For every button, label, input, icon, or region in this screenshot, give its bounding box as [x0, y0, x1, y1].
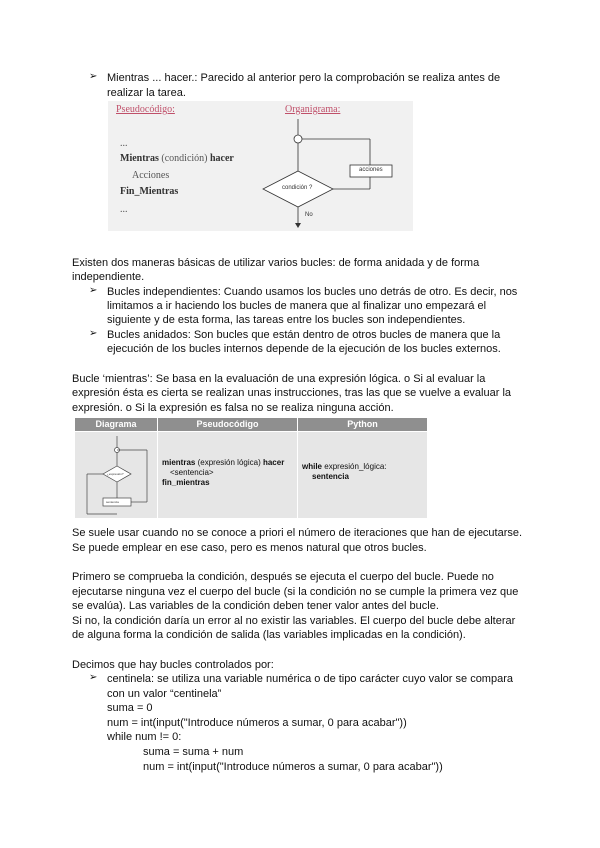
- bullet-arrow-icon: ➢: [89, 71, 98, 82]
- pseudocode-title: Pseudocódigo:: [116, 104, 175, 115]
- paragraph-line: ejecución de los bucles internos depende de la ejecución de los bucles externos.: [107, 343, 501, 355]
- paragraph-line: Se suele usar cuando no se conoce a priori el número de iteraciones que han de ejecutarse.: [72, 527, 523, 539]
- table-cell-python: [298, 432, 427, 518]
- code-line: num = int(input("Introduce números a sumar, 0 para acabar")): [107, 717, 407, 729]
- paragraph-line: Bucles anidados: Son bucles que están dentro de otros bucles de manera que la: [107, 329, 501, 341]
- pseudo-acciones: Acciones: [132, 170, 170, 181]
- pseudo-kw: hacer: [262, 458, 285, 467]
- junction-node: [294, 135, 302, 143]
- paragraph-line: de alguna forma la condición de salida (las variables implicadas en la condición).: [72, 629, 466, 641]
- paragraph-line: Mientras ... hacer.: Parecido al anterior pero la comprobación se realiza antes de: [107, 72, 501, 84]
- pseudo-condition: (condición): [161, 153, 208, 164]
- code-line: num = int(input("Introduce números a sumar, 0 para acabar")): [143, 761, 443, 773]
- mini-flowchart: [81, 436, 153, 516]
- table-header: Pseudocódigo: [158, 418, 297, 431]
- diamond-label: condición ?: [282, 185, 313, 191]
- paragraph-line: Decimos que hay bucles controlados por:: [72, 659, 274, 671]
- paragraph-line: se evalúa). Las variables de la condición deben tener valor antes del bucle.: [72, 600, 439, 612]
- paragraph-line: siguiente y de esta forma, las tareas entre los bucles son independientes.: [107, 314, 466, 326]
- paragraph-line: con un valor “centinela”: [107, 688, 222, 700]
- pseudo-dots: ...: [120, 204, 128, 215]
- paragraph-line: Si no, la condición daría un error al no existir las variables. El cuerpo del bucle debe alterar: [72, 615, 516, 627]
- paragraph-line: ejecutarse ninguna vez el cuerpo del bucle (si la condición no se cumple la primera vez que: [72, 586, 519, 598]
- paragraph-line: Primero se comprueba la condición, después se ejecuta el cuerpo del bucle. Puede no: [72, 571, 494, 583]
- code-line: suma = 0: [107, 702, 153, 714]
- table-header: Python: [298, 418, 427, 431]
- pseudo-fin-line: [120, 186, 178, 197]
- organigram-title: Organigrama:: [285, 104, 341, 115]
- pseudo-kw: mientras: [162, 458, 196, 467]
- paragraph-line: Bucle ‘mientras’: Se basa en la evaluación de una expresión lógica. o Si al evaluar la: [72, 373, 486, 385]
- python-expr: expresión_lógica:: [324, 462, 387, 471]
- paragraph-line: Bucles independientes: Cuando usamos los bucles uno detrás de otro. Es decir, nos: [107, 286, 518, 298]
- paragraph-line: independiente.: [72, 271, 145, 283]
- paragraph-line: Existen dos maneras básicas de utilizar varios bucles: de forma anidada y de forma: [72, 257, 480, 269]
- python-line: [302, 462, 387, 472]
- pseudo-dots: ...: [120, 138, 128, 149]
- table-header: Diagrama: [75, 418, 157, 431]
- paragraph-line: expresión. o Si la expresión es falsa no se realiza ninguna acción.: [72, 402, 394, 414]
- no-label: No: [305, 212, 313, 218]
- mini-box-label: sentencia: [106, 500, 119, 504]
- paragraph-line: centinela: se utiliza una variable numérica o de tipo carácter cuyo valor se compara: [107, 673, 513, 685]
- box-label: acciones: [359, 167, 383, 173]
- code-line: while num != 0:: [107, 731, 182, 743]
- table-cell-diagram: [75, 432, 157, 518]
- pseudo-keyword: hacer: [209, 153, 234, 164]
- mientras-table: [75, 418, 427, 518]
- python-line: sentencia: [312, 472, 349, 481]
- pseudo-mientras-line: [120, 153, 234, 164]
- bullet-arrow-icon: ➢: [89, 328, 98, 339]
- bullet-arrow-icon: ➢: [89, 285, 98, 296]
- paragraph-line: limitamos a ir haciendo los bucles de manera que al finalizar uno empezará el: [107, 300, 487, 312]
- pseudo-line: fin_mientras: [162, 478, 210, 487]
- mientras-figure: [108, 101, 413, 231]
- flowchart-diagram: [258, 119, 413, 231]
- pseudo-keyword: Mientras: [120, 153, 159, 164]
- paragraph-line: expresión ésta es cierta se realizan unas instrucciones, tras las que se vuelve a evaluar la: [72, 387, 512, 399]
- pseudo-fin: Fin_Mientras: [120, 186, 179, 197]
- pseudo-expr: (expresión lógica): [197, 458, 261, 467]
- pseudo-line: <sentencia>: [170, 468, 214, 477]
- paragraph-line: realizar la tarea.: [107, 87, 186, 99]
- code-line: suma = suma + num: [143, 746, 244, 758]
- paragraph-line: Se puede emplear en ese caso, pero es menos natural que otros bucles.: [72, 542, 427, 554]
- python-kw: while: [302, 462, 323, 471]
- mini-diamond-label: ¿expresión?: [107, 472, 124, 476]
- bullet-arrow-icon: ➢: [89, 672, 98, 683]
- pseudo-line: [162, 458, 284, 468]
- table-cell-pseudo: [158, 432, 297, 518]
